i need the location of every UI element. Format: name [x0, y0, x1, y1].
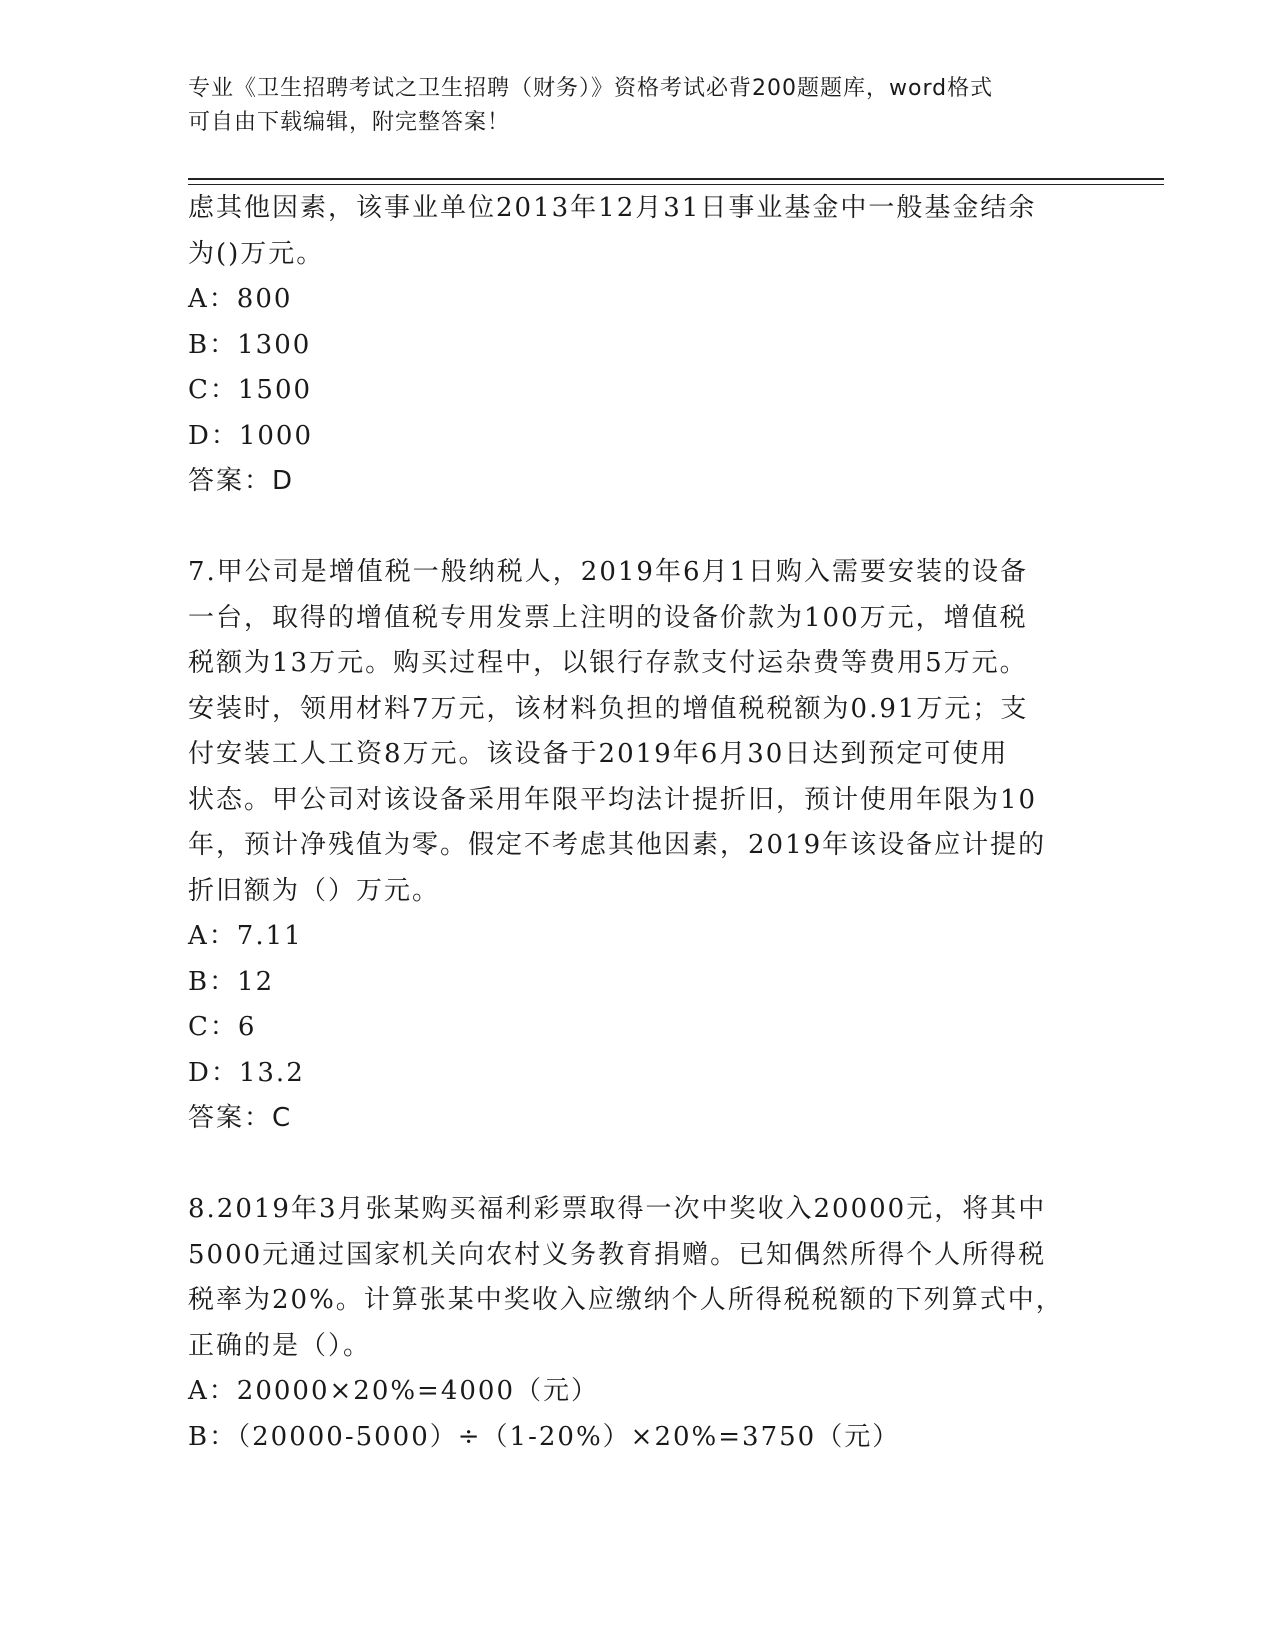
question-stem-line: 5000元通过国家机关向农村义务教育捐赠。已知偶然所得个人所得税 — [188, 1239, 1047, 1270]
option-b: B：（20000-5000）÷（1-20%）×20%=3750（元） — [188, 1421, 901, 1452]
question-stem-line: 税率为20%。计算张某中奖收入应缴纳个人所得税税额的下列算式中， — [188, 1285, 1064, 1315]
question-7 — [188, 550, 1078, 1142]
option-d: D：1000 — [188, 420, 314, 451]
question-stem-line: 付安装工人工资8万元。该设备于2019年6月30日达到预定可使用 — [188, 739, 1009, 769]
header-divider-thin — [188, 184, 1164, 185]
option-a: A：7.11 — [188, 921, 303, 951]
question-stem-line: 折旧额为（）万元。 — [188, 875, 441, 906]
spacer — [188, 505, 1078, 551]
option-a: A：20000×20%=4000（元） — [188, 1376, 600, 1406]
question-stem-line: 安装时，领用材料7万元，该材料负担的增值税税额为0.91万元；支 — [188, 693, 1029, 724]
question-stem-line: 一台，取得的增值税专用发票上注明的设备价款为100万元，增值税 — [188, 602, 1028, 633]
answer-line: 答案：D — [188, 466, 295, 496]
spacer — [188, 1142, 1078, 1188]
question-stem-line: 7.甲公司是增值税一般纳税人，2019年6月1日购入需要安装的设备 — [188, 557, 1029, 587]
header-title-line-2: 可自由下载编辑，附完整答案！ — [188, 110, 511, 135]
question-6 — [188, 186, 1078, 505]
question-stem-line: 税额为13万元。购买过程中，以银行存款支付运杂费等费用5万元。 — [188, 648, 1028, 678]
question-8 — [188, 1187, 1078, 1460]
question-stem-line: 为()万元。 — [188, 238, 325, 269]
option-c: C：6 — [188, 1012, 257, 1042]
document-header — [188, 72, 1068, 140]
option-b: B：12 — [188, 966, 275, 997]
option-d: D：13.2 — [188, 1057, 305, 1088]
option-c: C：1500 — [188, 375, 313, 405]
question-stem-line: 虑其他因素，该事业单位2013年12月31日事业基金中一般基金结余 — [188, 193, 1037, 223]
question-stem-line: 状态。甲公司对该设备采用年限平均法计提折旧，预计使用年限为10 — [188, 784, 1038, 815]
question-stem-line: 8.2019年3月张某购买福利彩票取得一次中奖收入20000元，将其中 — [188, 1194, 1047, 1224]
question-stem-line: 正确的是（）。 — [188, 1330, 372, 1361]
header-title-line-1: 专业《卫生招聘考试之卫生招聘（财务）》资格考试必背200题题库，word格式 — [188, 76, 994, 101]
option-b: B：1300 — [188, 329, 312, 360]
header-divider-thick — [188, 178, 1164, 180]
option-a: A：800 — [188, 284, 293, 314]
answer-line: 答案：C — [188, 1103, 293, 1133]
question-stem-line: 年，预计净残值为零。假定不考虑其他因素，2019年该设备应计提的 — [188, 830, 1047, 860]
document-body — [188, 186, 1078, 1460]
